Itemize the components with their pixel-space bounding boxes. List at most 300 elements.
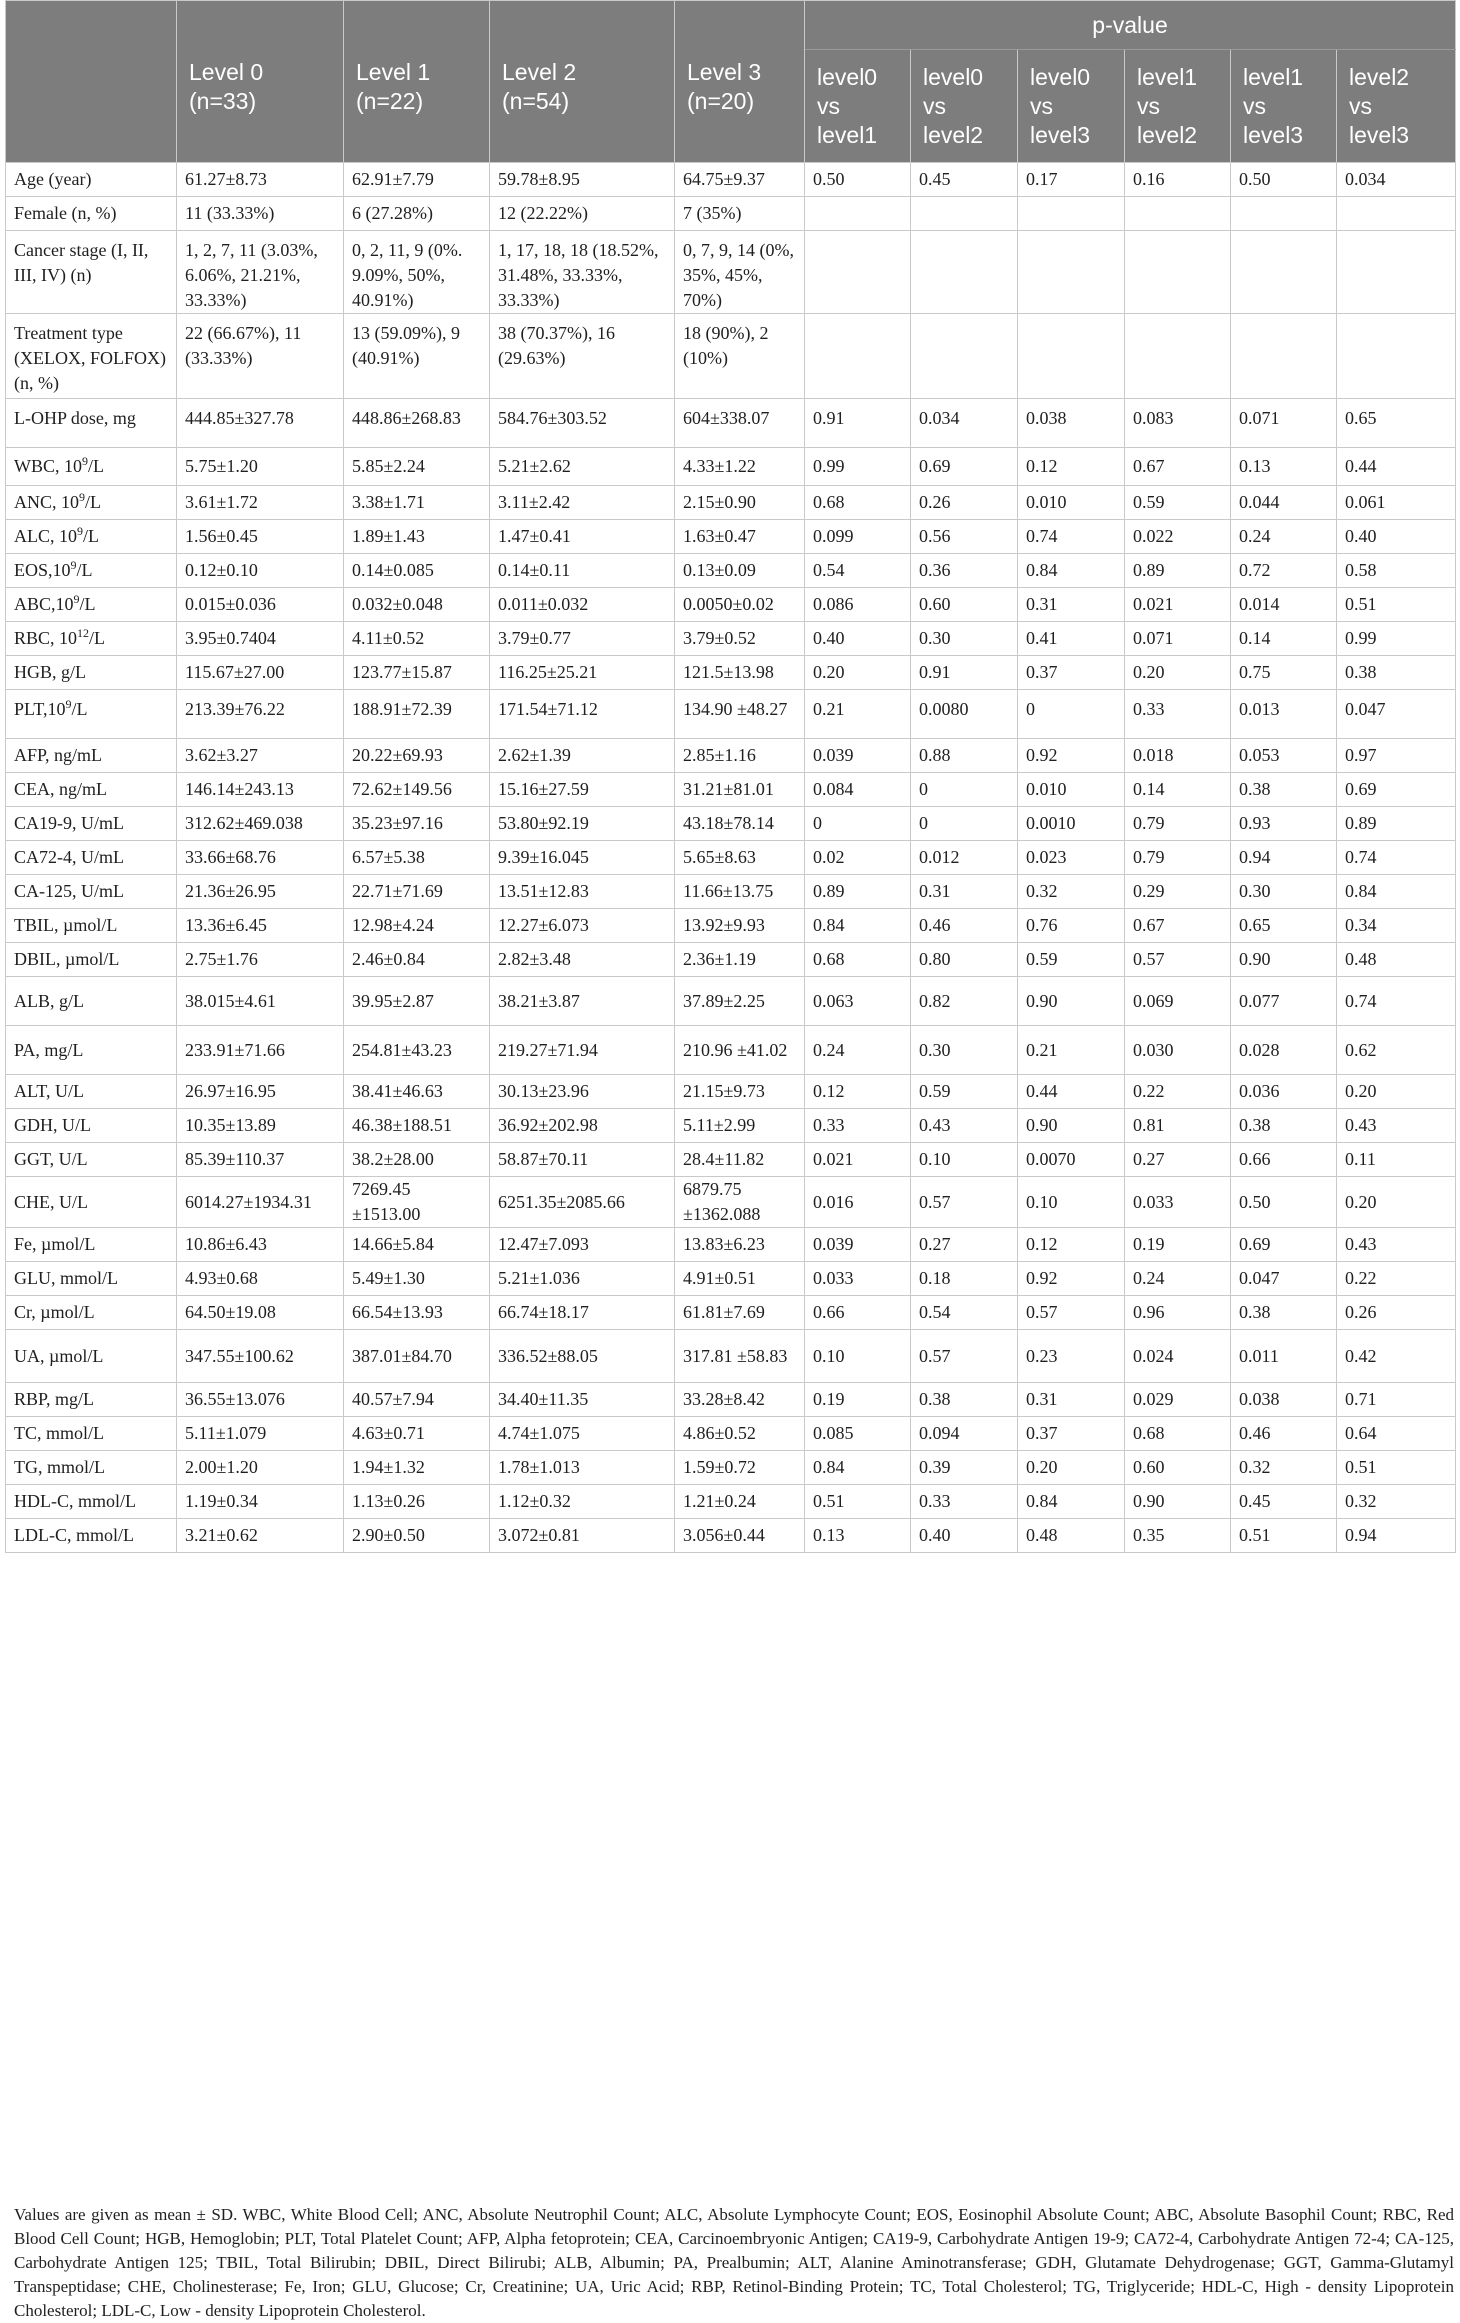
p-value-cell: 0.29 [1125,875,1231,909]
level-value-cell: 0.14±0.085 [344,554,490,588]
row-label-unit: /L [89,628,106,648]
p-value-cell: 0.51 [1337,588,1456,622]
p-value-cell: 0.18 [911,1262,1018,1296]
row-label-text: DBIL, µmol/L [14,949,120,969]
table-row [6,1296,1456,1330]
p-value-cell: 0.22 [1125,1075,1231,1109]
level-value-cell: 2.15±0.90 [675,486,805,520]
p-value-cell: 0.0080 [911,690,1018,739]
level-value-cell: 1.63±0.47 [675,520,805,554]
row-label-unit: /L [76,560,93,580]
level-value-cell: 10.86±6.43 [177,1228,344,1262]
p-value-cell: 0.32 [1231,1451,1337,1485]
level-value-cell: 1, 17, 18, 18 (18.52%, 31.48%, 33.33%, 33.33%) [490,231,675,314]
row-label-text: Cancer stage (I, II, III, IV) (n) [14,240,149,285]
level-value-cell: 0.14±0.11 [490,554,675,588]
p-value-cell: 0.57 [1125,943,1231,977]
level-value-cell: 38.2±28.00 [344,1143,490,1177]
row-label [6,1075,177,1109]
row-label [6,1228,177,1262]
p-value-cell: 0.94 [1231,841,1337,875]
level-value-cell: 312.62±469.038 [177,807,344,841]
row-label-text: GDH, U/L [14,1115,91,1135]
p-value-cell: 0.57 [911,1330,1018,1383]
p-value-cell: 0.62 [1337,1026,1456,1075]
row-label [6,1485,177,1519]
level-value-cell: 5.11±1.079 [177,1417,344,1451]
level-value-cell: 46.38±188.51 [344,1109,490,1143]
p-value-cell: 0.45 [911,163,1018,197]
p-value-cell: 0.33 [805,1109,911,1143]
comparison-vs: vs [1030,92,1053,119]
level-value-cell: 22 (66.67%), 11 (33.33%) [177,314,344,399]
p-value-cell [1125,231,1231,314]
row-label-text: LDL-C, mmol/L [14,1525,134,1545]
row-label-text: Cr, µmol/L [14,1302,95,1322]
level-value-cell: 0.011±0.032 [490,588,675,622]
row-label-text: Female (n, %) [14,203,117,223]
p-value-cell: 0.84 [1337,875,1456,909]
table-row [6,163,1456,197]
level-value-cell: 4.33±1.22 [675,448,805,486]
level-value-cell: 85.39±110.37 [177,1143,344,1177]
p-value-cell: 0.10 [805,1330,911,1383]
p-value-cell: 0.79 [1125,841,1231,875]
p-value-cell: 0.31 [1018,588,1125,622]
level-value-cell: 134.90 ±48.27 [675,690,805,739]
p-value-cell: 0.37 [1018,656,1125,690]
row-label [6,977,177,1026]
level-value-cell: 3.056±0.44 [675,1519,805,1553]
table-row [6,520,1456,554]
p-value-cell: 0.44 [1337,448,1456,486]
p-value-cell: 0.31 [1018,1383,1125,1417]
level-value-cell: 72.62±149.56 [344,773,490,807]
p-value-cell [1231,231,1337,314]
row-label-text: PA, mg/L [14,1039,84,1060]
level-value-cell: 38.41±46.63 [344,1075,490,1109]
p-value-cell: 0.48 [1018,1519,1125,1553]
row-label [6,1519,177,1553]
comparison-vs: vs [1137,92,1160,119]
level-value-cell: 3.62±3.27 [177,739,344,773]
p-value-cell: 0.51 [1231,1519,1337,1553]
table-row [6,1109,1456,1143]
row-label-text: CEA, ng/mL [14,779,107,799]
p-value-cell: 0.31 [911,875,1018,909]
p-value-cell: 0.57 [911,1177,1018,1228]
level-value-cell: 3.79±0.52 [675,622,805,656]
table-row [6,314,1456,399]
p-value-cell: 0.84 [1018,1485,1125,1519]
level-value-cell: 64.50±19.08 [177,1296,344,1330]
row-label-exponent: 12 [77,626,90,640]
p-value-cell: 0.047 [1337,690,1456,739]
row-label-text: UA, µmol/L [14,1345,104,1366]
p-value-cell: 0.88 [911,739,1018,773]
p-value-cell: 0.077 [1231,977,1337,1026]
p-value-cell [911,231,1018,314]
p-value-cell: 0.038 [1018,399,1125,448]
row-label [6,656,177,690]
header-comparison [911,50,1018,163]
p-value-cell: 0.38 [1231,1296,1337,1330]
row-label-text: RBP, mg/L [14,1389,95,1409]
p-value-cell: 0.021 [805,1143,911,1177]
row-label-text: RBC, 10 [14,628,78,648]
level-value-cell: 12.47±7.093 [490,1228,675,1262]
p-value-cell: 0.59 [1018,943,1125,977]
row-label-text: TG, mmol/L [14,1457,105,1477]
p-value-cell: 0.39 [911,1451,1018,1485]
pvalue-group-header: p-value [805,1,1456,50]
level-value-cell: 171.54±71.12 [490,690,675,739]
p-value-cell: 0.12 [1018,1228,1125,1262]
level-value-cell: 64.75±9.37 [675,163,805,197]
row-label [6,841,177,875]
p-value-cell: 0.91 [911,656,1018,690]
p-value-cell: 0.94 [1337,1519,1456,1553]
p-value-cell: 0.14 [1125,773,1231,807]
level-count: (n=33) [189,88,257,114]
table-row [6,909,1456,943]
level-value-cell: 2.62±1.39 [490,739,675,773]
p-value-cell: 0.30 [911,622,1018,656]
p-value-cell: 0.26 [1337,1296,1456,1330]
row-label-text: WBC, 10 [14,456,83,476]
level-value-cell: 13.51±12.83 [490,875,675,909]
p-value-cell: 0.028 [1231,1026,1337,1075]
row-label [6,448,177,486]
p-value-cell: 0.66 [805,1296,911,1330]
level-value-cell: 35.23±97.16 [344,807,490,841]
p-value-cell: 0.013 [1231,690,1337,739]
p-value-cell: 0.19 [1125,1228,1231,1262]
comparison-b: level3 [1349,121,1410,148]
row-label-unit: /L [79,594,96,614]
level-value-cell: 4.74±1.075 [490,1417,675,1451]
p-value-cell: 0.69 [1231,1228,1337,1262]
row-label [6,1026,177,1075]
level-value-cell: 336.52±88.05 [490,1330,675,1383]
row-label-text: CA19-9, U/mL [14,813,124,833]
level-value-cell: 12 (22.22%) [490,197,675,231]
level-value-cell: 7269.45 ±1513.00 [344,1177,490,1228]
p-value-cell: 0.039 [805,1228,911,1262]
header-comparison [805,50,911,163]
level-value-cell: 2.82±3.48 [490,943,675,977]
row-label-text: ALB, g/L [14,990,84,1011]
level-value-cell: 40.57±7.94 [344,1383,490,1417]
level-value-cell: 13.92±9.93 [675,909,805,943]
level-value-cell: 15.16±27.59 [490,773,675,807]
row-label-text: ALT, U/L [14,1081,84,1101]
p-value-cell: 0.38 [1231,773,1337,807]
p-value-cell: 0.67 [1125,909,1231,943]
table-row [6,1143,1456,1177]
p-value-cell: 0.024 [1125,1330,1231,1383]
level-value-cell: 604±338.07 [675,399,805,448]
level-value-cell: 66.54±13.93 [344,1296,490,1330]
level-value-cell: 3.11±2.42 [490,486,675,520]
p-value-cell: 0.24 [1125,1262,1231,1296]
level-value-cell: 62.91±7.79 [344,163,490,197]
level-value-cell: 317.81 ±58.83 [675,1330,805,1383]
p-value-cell: 0 [805,807,911,841]
p-value-cell: 0.36 [911,554,1018,588]
p-value-cell: 0.033 [1125,1177,1231,1228]
p-value-cell: 0.063 [805,977,911,1026]
level-value-cell: 116.25±25.21 [490,656,675,690]
p-value-cell: 0.99 [1337,622,1456,656]
table-row [6,588,1456,622]
p-value-cell: 0.071 [1231,399,1337,448]
level-count: (n=20) [687,88,755,114]
row-label-text: Fe, µmol/L [14,1234,96,1254]
p-value-cell: 0.48 [1337,943,1456,977]
table-row [6,656,1456,690]
level-value-cell: 30.13±23.96 [490,1075,675,1109]
p-value-cell: 0.58 [1337,554,1456,588]
comparison-a: level2 [1349,63,1410,90]
level-value-cell: 20.22±69.93 [344,739,490,773]
p-value-cell [1337,197,1456,231]
row-label [6,588,177,622]
p-value-cell: 0.40 [911,1519,1018,1553]
p-value-cell [1337,314,1456,399]
p-value-cell: 0.030 [1125,1026,1231,1075]
row-label [6,622,177,656]
p-value-cell: 0.02 [805,841,911,875]
level-value-cell: 34.40±11.35 [490,1383,675,1417]
header-comparison [1018,50,1125,163]
level-name: Level 1 [356,59,431,85]
level-value-cell: 1.89±1.43 [344,520,490,554]
p-value-cell: 0.40 [1337,520,1456,554]
p-value-cell: 0.57 [1018,1296,1125,1330]
level-value-cell: 3.072±0.81 [490,1519,675,1553]
level-value-cell: 1, 2, 7, 11 (3.03%, 6.06%, 21.21%, 33.33%) [177,231,344,314]
level-value-cell: 584.76±303.52 [490,399,675,448]
level-value-cell: 2.75±1.76 [177,943,344,977]
p-value-cell: 0.084 [805,773,911,807]
p-value-cell: 0.59 [1125,486,1231,520]
p-value-cell: 0.51 [1337,1451,1456,1485]
comparison-vs: vs [1349,92,1372,119]
row-label [6,1451,177,1485]
level-value-cell: 22.71±71.69 [344,875,490,909]
p-value-cell: 0.65 [1337,399,1456,448]
comparison-b: level2 [1137,121,1198,148]
table-row [6,1519,1456,1553]
level-value-cell: 28.4±11.82 [675,1143,805,1177]
table-row [6,841,1456,875]
p-value-cell: 0.74 [1018,520,1125,554]
row-label [6,520,177,554]
p-value-cell: 0.023 [1018,841,1125,875]
level-count: (n=54) [502,88,570,114]
comparison-b: level3 [1030,121,1091,148]
level-value-cell: 2.00±1.20 [177,1451,344,1485]
p-value-cell: 0.33 [1125,690,1231,739]
p-value-cell: 0.92 [1018,739,1125,773]
table-row [6,1026,1456,1075]
p-value-cell: 0.039 [805,739,911,773]
level-value-cell: 4.93±0.68 [177,1262,344,1296]
level-value-cell: 2.90±0.50 [344,1519,490,1553]
p-value-cell: 0.10 [911,1143,1018,1177]
level-value-cell: 1.59±0.72 [675,1451,805,1485]
table-row [6,943,1456,977]
level-value-cell: 59.78±8.95 [490,163,675,197]
p-value-cell: 0.0010 [1018,807,1125,841]
p-value-cell: 0.33 [911,1485,1018,1519]
row-label-unit: /L [71,699,88,719]
p-value-cell: 0.061 [1337,486,1456,520]
row-label [6,1262,177,1296]
p-value-cell: 0.90 [1125,1485,1231,1519]
row-label-text: TC, mmol/L [14,1423,104,1443]
row-label-exponent: 9 [73,592,80,606]
p-value-cell [805,231,911,314]
row-label [6,1330,177,1383]
p-value-cell [1018,197,1125,231]
level-value-cell: 5.65±8.63 [675,841,805,875]
table-row [6,554,1456,588]
comparison-vs: vs [1243,92,1266,119]
level-value-cell: 1.56±0.45 [177,520,344,554]
p-value-cell [911,197,1018,231]
level-name: Level 0 [189,59,264,85]
p-value-cell: 0.021 [1125,588,1231,622]
p-value-cell: 0.14 [1231,622,1337,656]
level-value-cell: 347.55±100.62 [177,1330,344,1383]
table-row [6,448,1456,486]
level-value-cell: 14.66±5.84 [344,1228,490,1262]
p-value-cell: 0.094 [911,1417,1018,1451]
table-row [6,1417,1456,1451]
p-value-cell: 0.51 [805,1485,911,1519]
p-value-cell [1018,314,1125,399]
p-value-cell [1337,231,1456,314]
p-value-cell: 0.24 [1231,520,1337,554]
p-value-cell: 0.41 [1018,622,1125,656]
header-level [675,1,805,163]
table-row [6,1177,1456,1228]
level-value-cell: 213.39±76.22 [177,690,344,739]
level-value-cell: 5.11±2.99 [675,1109,805,1143]
p-value-cell: 0.75 [1231,656,1337,690]
comparison-vs: vs [817,92,840,119]
row-label [6,1143,177,1177]
level-value-cell: 66.74±18.17 [490,1296,675,1330]
p-value-cell: 0.016 [805,1177,911,1228]
level-value-cell: 4.91±0.51 [675,1262,805,1296]
table-row [6,807,1456,841]
table-body [6,163,1456,1553]
level-value-cell: 6 (27.28%) [344,197,490,231]
level-value-cell: 11.66±13.75 [675,875,805,909]
comparison-a: level1 [1137,63,1198,90]
p-value-cell: 0.014 [1231,588,1337,622]
level-value-cell: 5.85±2.24 [344,448,490,486]
p-value-cell: 0.72 [1231,554,1337,588]
p-value-cell: 0.053 [1231,739,1337,773]
row-label-text: TBIL, µmol/L [14,915,118,935]
p-value-cell: 0.30 [911,1026,1018,1075]
level-value-cell: 12.27±6.073 [490,909,675,943]
p-value-cell: 0.047 [1231,1262,1337,1296]
table-row [6,773,1456,807]
p-value-cell: 0.32 [1337,1485,1456,1519]
level-value-cell: 0.032±0.048 [344,588,490,622]
header-comparison [1337,50,1456,163]
comparison-a: level1 [1243,63,1304,90]
p-value-cell: 0.89 [1337,807,1456,841]
p-value-cell: 0.38 [1337,656,1456,690]
p-value-cell: 0 [911,807,1018,841]
p-value-cell [805,197,911,231]
comparison-a: level0 [923,63,984,90]
p-value-cell [911,314,1018,399]
row-label-exponent: 9 [65,697,72,711]
p-value-cell [1231,197,1337,231]
p-value-cell: 0.56 [911,520,1018,554]
level-value-cell: 188.91±72.39 [344,690,490,739]
p-value-cell: 0.84 [805,1451,911,1485]
level-value-cell: 254.81±43.23 [344,1026,490,1075]
p-value-cell: 0.069 [1125,977,1231,1026]
table-row [6,197,1456,231]
table-row [6,486,1456,520]
table-row [6,1228,1456,1262]
header-level [177,1,344,163]
level-value-cell: 61.81±7.69 [675,1296,805,1330]
row-label-unit: /L [88,456,105,476]
p-value-cell: 0.89 [805,875,911,909]
p-value-cell: 0.17 [1018,163,1125,197]
p-value-cell: 0.68 [1125,1417,1231,1451]
p-value-cell: 0.44 [1018,1075,1125,1109]
p-value-cell: 0.083 [1125,399,1231,448]
level-value-cell: 0.0050±0.02 [675,588,805,622]
level-value-cell: 58.87±70.11 [490,1143,675,1177]
level-value-cell: 12.98±4.24 [344,909,490,943]
row-label [6,1296,177,1330]
p-value-cell: 0.022 [1125,520,1231,554]
table-row [6,1451,1456,1485]
level-value-cell: 36.55±13.076 [177,1383,344,1417]
level-value-cell: 3.21±0.62 [177,1519,344,1553]
row-label [6,690,177,739]
level-value-cell: 121.5±13.98 [675,656,805,690]
row-label-unit: /L [83,526,99,546]
p-value-cell: 0.033 [805,1262,911,1296]
p-value-cell: 0.044 [1231,486,1337,520]
level-value-cell: 0.13±0.09 [675,554,805,588]
row-label [6,807,177,841]
p-value-cell: 0.45 [1231,1485,1337,1519]
level-value-cell: 5.21±2.62 [490,448,675,486]
p-value-cell: 0.20 [1125,656,1231,690]
level-value-cell: 115.67±27.00 [177,656,344,690]
level-value-cell: 0.12±0.10 [177,554,344,588]
level-value-cell: 43.18±78.14 [675,807,805,841]
row-label [6,314,177,399]
p-value-cell: 0.21 [805,690,911,739]
p-value-cell: 0.11 [1337,1143,1456,1177]
level-value-cell: 2.85±1.16 [675,739,805,773]
